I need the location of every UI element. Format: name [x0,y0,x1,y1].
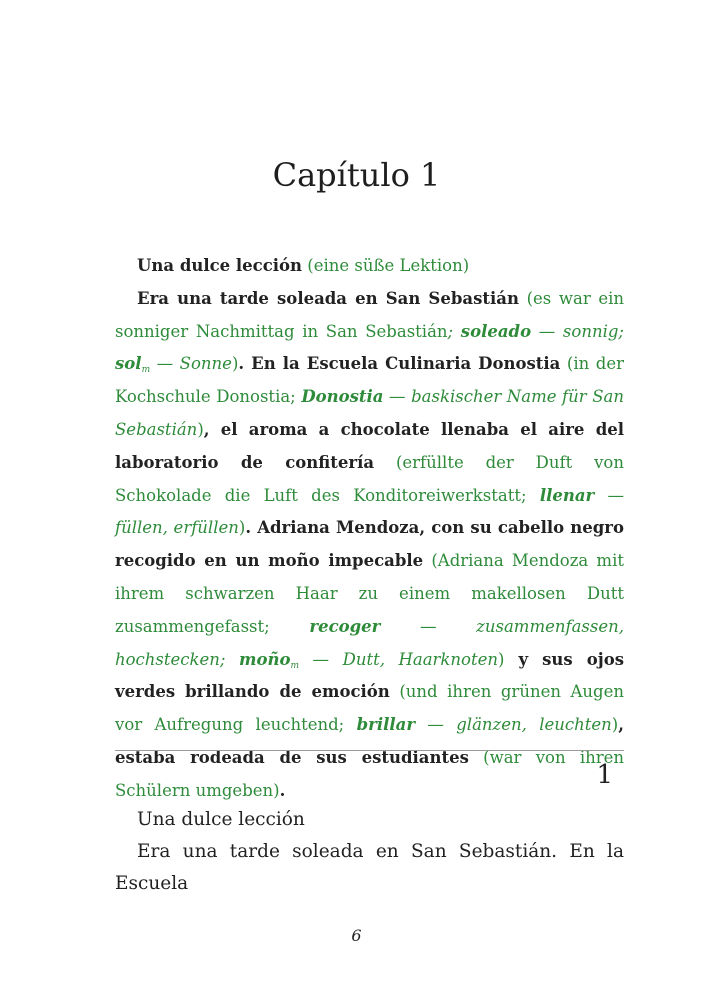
gender-marker: m [290,660,300,671]
sentence-es-1: Era una tarde soleada en San Sebastián [137,288,519,308]
gloss-close: ) [238,518,246,538]
vocab-term: soleado [460,321,532,341]
sentence-es-3: , el aroma a chocolate llenaba el aire del laboratorio de confitería [115,419,624,472]
chapter-title: Capítulo 1 [272,156,441,194]
gender-marker: m [141,365,151,376]
page-number: 6 [351,926,362,945]
heading-line [115,250,624,283]
vocab-gloss: — baskischer Name für San Sebastián [115,387,624,439]
gloss-6: (war von ihren Schülern umgeben) [115,747,625,800]
vocab-term: Donostia [301,387,384,407]
sentence-end: . [279,780,286,800]
sentence-es-4: . Adriana Mendoza, con su cabello negro recogido en un moño impecable [115,518,624,571]
plain-line-1: Una dulce lección [137,809,305,830]
section-divider [115,750,624,751]
gloss-close: ) [611,715,619,735]
gloss-close: ) [231,354,239,374]
sentence-es-2: . En la Escuela Culinaria Donostia [238,354,561,374]
vocab-gloss: — Sonne [150,354,232,374]
bilingual-text [115,250,624,808]
gloss-close: ) [197,419,204,439]
gloss-text: (erfüllte der Duft von Schokolade die Luft des Konditoreiwerkstatt; [115,452,624,505]
sentence-es-5: y sus ojos verdes brillando de emoción [115,649,624,702]
main-paragraph [115,283,624,808]
plain-line-2: Era una tarde soleada en San Sebastián. En la Escuela [115,841,624,894]
gloss-text: (Adriana Mendoza mit ihrem schwarzen Haar zu einem makellosen Dutt zusammengefasst; [115,551,624,636]
gloss-sep: ; [447,321,461,341]
vocab-term: recoger [309,616,381,636]
vocab-gloss: — Dutt, Haarknoten [299,649,499,669]
heading-de: (eine süße Lektion) [307,256,470,275]
vocab-term: sol [115,354,142,374]
gloss-text: (es war ein sonniger Nachmittag in San Sebastián [115,288,624,341]
vocab-gloss: — zusammenfassen, hochstecken; [115,616,624,669]
vocab-term: moño [239,649,291,669]
gloss-text: (und ihren grünen Augen vor Aufregung leuchtend; [115,682,625,735]
section-number: 1 [596,760,613,790]
plain-spanish-text [115,804,624,900]
gloss-text: (in der Kochschule Donostia; [115,354,624,407]
gloss-close: ) [498,649,505,669]
vocab-gloss: — füllen, erfüllen [115,485,624,538]
vocab-gloss: — glänzen, leuchten [415,715,612,735]
vocab-term: llenar [539,485,595,505]
vocab-term: brillar [356,715,416,735]
vocab-gloss: — sonnig; [531,321,624,341]
sentence-es-6: , estaba rodeada de sus estudiantes [115,715,624,767]
heading-es: Una dulce lección [137,256,303,275]
